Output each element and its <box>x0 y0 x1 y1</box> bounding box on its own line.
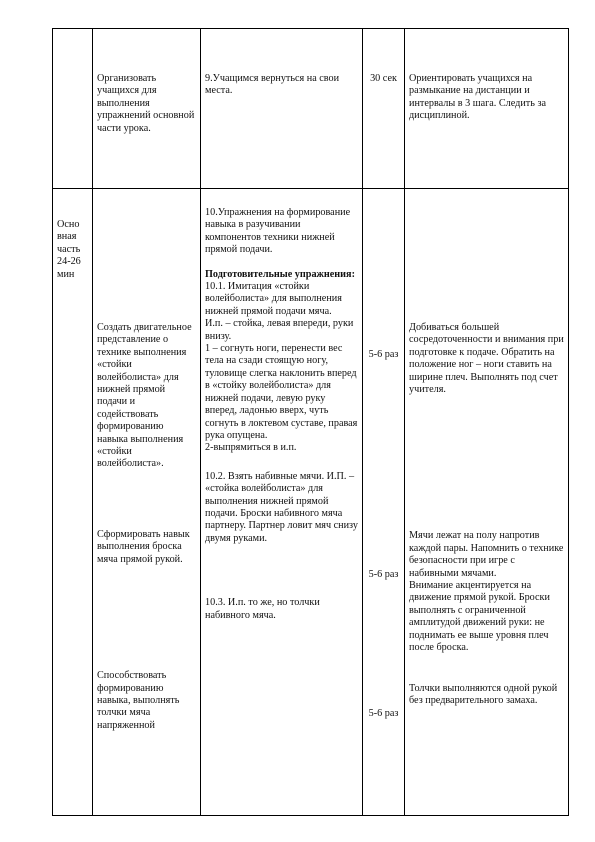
table-row <box>53 29 569 189</box>
goal-text: Организовать учащихся для выполнения упражнений основной части урока. <box>97 73 195 134</box>
ex1-line-3: 1 – согнуть ноги, перенести вес тела на сзади стоящую ногу, туловище слегка наклонить вперед в «стойку волейболиста» для нижней подачи, левую руку вперед, ладонью вверх, чуть согнуть в локтевом суставе, правая рука опущена. <box>205 343 358 441</box>
method-cell <box>405 189 569 816</box>
dose-text: 30 сек <box>370 73 397 84</box>
method-cell <box>405 29 569 189</box>
method-text-2a: Мячи лежат на полу напротив каждой пары. Напомнить о технике безопасности при игре с набивными мячами. <box>409 530 564 579</box>
dose-1: 5-6 раз <box>368 349 399 360</box>
dose-cell <box>363 29 405 189</box>
part-cell <box>53 29 93 189</box>
part-cell <box>53 189 93 816</box>
content-cell <box>201 189 363 816</box>
dose-2: 5-6 раз <box>368 569 399 581</box>
prep-header: Подготовительные упражнения: <box>205 268 355 280</box>
goal-text-2: Сформировать навык выполнения броска мяча прямой рукой. <box>97 528 190 565</box>
goal-cell <box>93 189 201 816</box>
ex3-text: 10.3. И.п. то же, но толчки набивного мяча. <box>205 597 320 621</box>
table-row <box>53 189 569 816</box>
lesson-plan-table <box>52 28 569 816</box>
goal-cell <box>93 29 201 189</box>
goal-text-1: Создать двигательное представление о технике выполнения «стойки волейболиста» для нижней прямой подачи и содействовать формированию навыка выполнения «стойки волейболиста». <box>97 322 192 470</box>
content-text: 9.Учащимся вернуться на свои места. <box>205 73 340 97</box>
part-label: Осно вная часть 24-26 мин <box>57 219 81 280</box>
method-text-2b: Внимание акцентируется на движение прямой рукой. Броски выполнять с ограниченной амплитудой движений руки: не поднимать ее выше уровня плеч после броска. <box>409 580 550 654</box>
ex1-line-2: И.п. – стойка, левая впереди, руки внизу. <box>205 318 354 342</box>
goal-text-3: Способствовать формированию навыка, выполнять толчки мяча напряженной <box>97 670 180 731</box>
ex1-line-4: 2-выпрямиться в и.п. <box>205 442 297 454</box>
intro-text: 10.Упражнения на формирование навыка в разучивании компонентов техники нижней прямой подачи. <box>205 207 351 256</box>
dose-cell <box>363 189 405 816</box>
method-text-3: Толчки выполняются одной рукой без предварительного замаха. <box>409 682 558 706</box>
method-text: Ориентировать учащихся на размыкание на дистанции и интервалы в 3 шага. Следить за дисциплиной. <box>409 73 546 122</box>
ex1-line-1: 10.1. Имитация «стойки волейболиста» для выполнения нижней прямой подачи мяча. <box>205 281 342 317</box>
method-text-1: Добиваться большей сосредоточенности и внимания при подготовке к подаче. Обратить на положение ног – ноги ставить на ширине плеч. Выполнять под счет учителя. <box>409 322 564 396</box>
dose-3: 5-6 раз <box>368 707 399 719</box>
content-cell <box>201 29 363 189</box>
ex2-text: 10.2. Взять набивные мячи. И.П. – «стойка волейболиста» для выполнения нижней прямой подачи. Броски набивного мяча партнеру. Партнер ловит мяч снизу двумя руками. <box>205 470 358 544</box>
